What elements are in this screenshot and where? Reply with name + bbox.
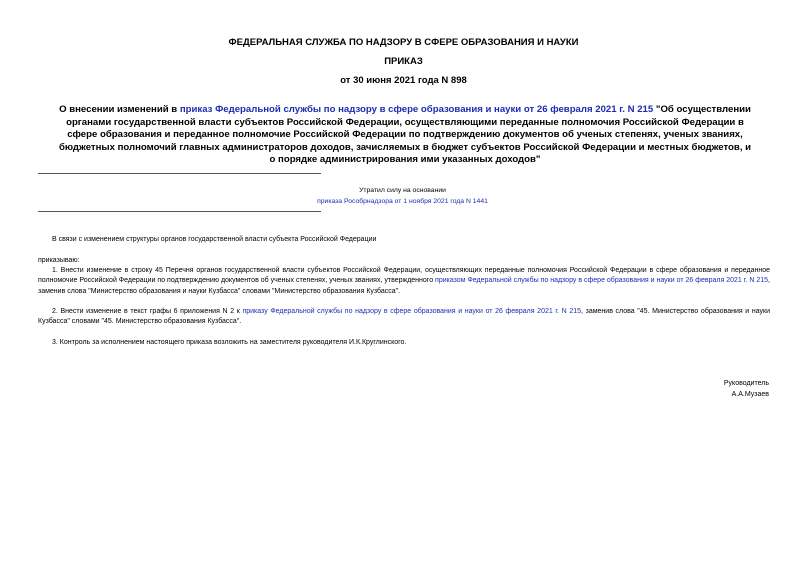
signature-name: А.А.Музаев: [731, 391, 769, 398]
paragraph-1-text: 1. Внести изменение в строку 45 Перечня органов государственной власти субъектов Российской Федерации, осуществляющих переданные полномочия Российской Федерации в сфере образования и переданное полномочие Российской Федерации по подтверждению документов об ученых степенях, ученых званиях, утвержденного: [38, 267, 770, 285]
order-word: приказываю:: [38, 257, 80, 264]
document-type: ПРИКАЗ: [384, 56, 423, 67]
intro-paragraph: В связи с изменением структуры органов государственной власти субъекта Российской Федерации: [52, 236, 377, 243]
paragraph-3: 3. Контроль за исполнением настоящего приказа возложить на заместителя руководителя И.К.Круглинского.: [52, 339, 407, 346]
status-note-link[interactable]: приказа Рособрнадзора от 1 ноября 2021 года N 1441: [317, 198, 488, 205]
document-heading: [55, 104, 755, 167]
divider-top: [38, 173, 321, 174]
paragraph-1-link[interactable]: приказом Федеральной службы по надзору в сфере образования и науки от 26 февраля 2021 г. N 215: [435, 277, 769, 285]
paragraph-1-tail: , заменив слова "Министерство образования и науки Кузбасса" словами "Министерство образования Кузбасса".: [38, 277, 770, 295]
paragraph-2: [38, 307, 770, 328]
heading-link-order-215[interactable]: приказ Федеральной службы по надзору в сфере образования и науки от 26 февраля 2021 г. N 215: [179, 104, 654, 115]
paragraph-2-tail: , заменив слова "45. Министерство образования и науки Кузбасса" словами "45. Министерство образования Кузбасса".: [38, 308, 770, 326]
agency-name: ФЕДЕРАЛЬНАЯ СЛУЖБА ПО НАДЗОРУ В СФЕРЕ ОБРАЗОВАНИЯ И НАУКИ: [228, 37, 579, 48]
heading-suffix: "Об осуществлении органами государственной власти субъектов Российской Федерации, осуществляющими переданные полномочия Российской Федерации в сфере образования и переданное полномочие Российской Федерации по подтверждению документов об ученых степенях, ученых званиях, бюджетных полномочий главных администраторов доходов, зачисляемых в бюджет субъектов Российской Федерации и местных бюджетов, и о порядке администрирования ими указанных доходов": [58, 104, 752, 165]
paragraph-2-text: 2. Внести изменение в текст графы 6 приложения N 2 к: [52, 308, 243, 315]
divider-bottom: [38, 211, 321, 212]
paragraph-2-link[interactable]: приказу Федеральной службы по надзору в сфере образования и науки от 26 февраля 2021 г. N 215: [242, 308, 582, 315]
document-date-number: от 30 июня 2021 года N 898: [340, 75, 467, 86]
signature-title: Руководитель: [723, 380, 769, 387]
status-note-link-wrap: [300, 196, 505, 207]
heading-prefix: О внесении изменений в: [59, 104, 180, 115]
status-note: Утратил силу на основании: [359, 187, 446, 194]
paragraph-1: [38, 266, 770, 297]
